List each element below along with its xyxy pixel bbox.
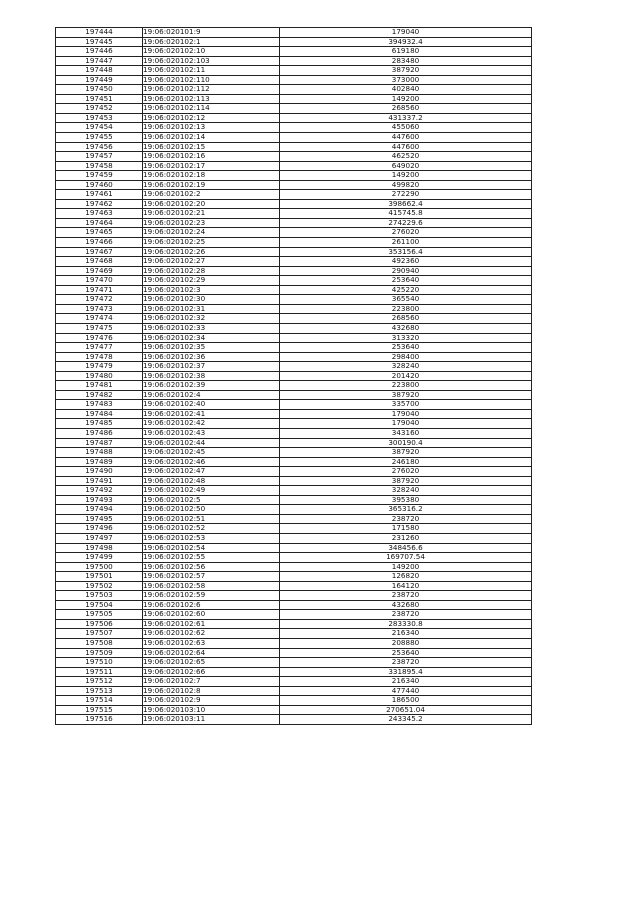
value-cell: 238720: [280, 591, 532, 601]
cadastral-number-cell: 19:06:020102:44: [143, 438, 280, 448]
table-row: [56, 524, 532, 534]
row-number-cell: 197478: [56, 352, 143, 362]
value-cell: 186500: [280, 696, 532, 706]
value-cell: 246180: [280, 457, 532, 467]
value-cell: 387920: [280, 66, 532, 76]
value-cell: 201420: [280, 371, 532, 381]
cadastral-number-cell: 19:06:020102:12: [143, 113, 280, 123]
cadastral-number-cell: 19:06:020102:53: [143, 533, 280, 543]
value-cell: 328240: [280, 486, 532, 496]
row-number-cell: 197498: [56, 543, 143, 553]
table-row: [56, 553, 532, 563]
value-cell: 253640: [280, 276, 532, 286]
value-cell: 268560: [280, 104, 532, 114]
row-number-cell: 197508: [56, 639, 143, 649]
value-cell: 649020: [280, 161, 532, 171]
table-row: [56, 142, 532, 152]
cadastral-number-cell: 19:06:020101:9: [143, 28, 280, 38]
cadastral-number-cell: 19:06:020102:63: [143, 639, 280, 649]
table-row: [56, 75, 532, 85]
table-row: [56, 304, 532, 314]
table-row: [56, 161, 532, 171]
value-cell: 243345.2: [280, 715, 532, 725]
cadastral-number-cell: 19:06:020102:51: [143, 514, 280, 524]
row-number-cell: 197497: [56, 533, 143, 543]
row-number-cell: 197452: [56, 104, 143, 114]
table-row: [56, 104, 532, 114]
value-cell: 395380: [280, 495, 532, 505]
value-cell: 298400: [280, 352, 532, 362]
cadastral-number-cell: 19:06:020102:52: [143, 524, 280, 534]
table-row: [56, 648, 532, 658]
value-cell: 398662.4: [280, 199, 532, 209]
cadastral-number-cell: 19:06:020102:49: [143, 486, 280, 496]
value-cell: 179040: [280, 409, 532, 419]
row-number-cell: 197484: [56, 409, 143, 419]
value-cell: 462520: [280, 152, 532, 162]
row-number-cell: 197502: [56, 581, 143, 591]
value-cell: 179040: [280, 419, 532, 429]
value-cell: 179040: [280, 28, 532, 38]
value-cell: 238720: [280, 514, 532, 524]
cadastral-number-cell: 19:06:020102:37: [143, 362, 280, 372]
cadastral-number-cell: 19:06:020102:13: [143, 123, 280, 133]
cadastral-number-cell: 19:06:020102:110: [143, 75, 280, 85]
table-row: [56, 295, 532, 305]
table-row: [56, 581, 532, 591]
row-number-cell: 197510: [56, 658, 143, 668]
cadastral-number-cell: 19:06:020102:54: [143, 543, 280, 553]
table-row: [56, 171, 532, 181]
cadastral-number-cell: 19:06:020102:62: [143, 629, 280, 639]
table-row: [56, 476, 532, 486]
row-number-cell: 197509: [56, 648, 143, 658]
value-cell: 415745.8: [280, 209, 532, 219]
table-row: [56, 180, 532, 190]
value-cell: 402840: [280, 85, 532, 95]
value-cell: 432680: [280, 323, 532, 333]
cadastral-number-cell: 19:06:020102:32: [143, 314, 280, 324]
value-cell: 387920: [280, 390, 532, 400]
cadastral-number-cell: 19:06:020102:56: [143, 562, 280, 572]
cadastral-number-cell: 19:06:020102:40: [143, 400, 280, 410]
value-cell: 328240: [280, 362, 532, 372]
table-row: [56, 314, 532, 324]
cadastral-number-cell: 19:06:020102:30: [143, 295, 280, 305]
table-row: [56, 113, 532, 123]
value-cell: 238720: [280, 658, 532, 668]
table-body: [56, 28, 532, 725]
row-number-cell: 197465: [56, 228, 143, 238]
row-number-cell: 197515: [56, 705, 143, 715]
table-row: [56, 85, 532, 95]
row-number-cell: 197472: [56, 295, 143, 305]
data-table: [55, 27, 532, 725]
value-cell: 216340: [280, 629, 532, 639]
table-row: [56, 352, 532, 362]
table-row: [56, 123, 532, 133]
table-row: [56, 381, 532, 391]
value-cell: 276020: [280, 467, 532, 477]
row-number-cell: 197485: [56, 419, 143, 429]
cadastral-number-cell: 19:06:020102:45: [143, 448, 280, 458]
value-cell: 353156.4: [280, 247, 532, 257]
row-number-cell: 197458: [56, 161, 143, 171]
row-number-cell: 197481: [56, 381, 143, 391]
cadastral-number-cell: 19:06:020102:43: [143, 428, 280, 438]
value-cell: 169707.54: [280, 553, 532, 563]
row-number-cell: 197468: [56, 257, 143, 267]
cadastral-number-cell: 19:06:020102:47: [143, 467, 280, 477]
value-cell: 270651.04: [280, 705, 532, 715]
value-cell: 268560: [280, 314, 532, 324]
value-cell: 223800: [280, 381, 532, 391]
cadastral-number-cell: 19:06:020102:57: [143, 572, 280, 582]
cadastral-number-cell: 19:06:020102:31: [143, 304, 280, 314]
table-row: [56, 409, 532, 419]
table-row: [56, 390, 532, 400]
cadastral-number-cell: 19:06:020102:8: [143, 686, 280, 696]
table-row: [56, 266, 532, 276]
row-number-cell: 197453: [56, 113, 143, 123]
cadastral-number-cell: 19:06:020102:17: [143, 161, 280, 171]
row-number-cell: 197459: [56, 171, 143, 181]
row-number-cell: 197466: [56, 238, 143, 248]
table-row: [56, 419, 532, 429]
cadastral-number-cell: 19:06:020102:64: [143, 648, 280, 658]
row-number-cell: 197501: [56, 572, 143, 582]
value-cell: 149200: [280, 171, 532, 181]
cadastral-number-cell: 19:06:020102:24: [143, 228, 280, 238]
row-number-cell: 197512: [56, 677, 143, 687]
table-row: [56, 209, 532, 219]
row-number-cell: 197460: [56, 180, 143, 190]
table-row: [56, 285, 532, 295]
table-row: [56, 677, 532, 687]
value-cell: 348456.6: [280, 543, 532, 553]
cadastral-number-cell: 19:06:020103:10: [143, 705, 280, 715]
row-number-cell: 197445: [56, 37, 143, 47]
table-row: [56, 94, 532, 104]
row-number-cell: 197494: [56, 505, 143, 515]
cadastral-number-cell: 19:06:020102:16: [143, 152, 280, 162]
value-cell: 126820: [280, 572, 532, 582]
cadastral-number-cell: 19:06:020102:29: [143, 276, 280, 286]
table-row: [56, 37, 532, 47]
cadastral-number-cell: 19:06:020102:41: [143, 409, 280, 419]
cadastral-number-cell: 19:06:020102:2: [143, 190, 280, 200]
table-row: [56, 199, 532, 209]
value-cell: 365316.2: [280, 505, 532, 515]
row-number-cell: 197457: [56, 152, 143, 162]
row-number-cell: 197455: [56, 133, 143, 143]
row-number-cell: 197511: [56, 667, 143, 677]
cadastral-number-cell: 19:06:020102:113: [143, 94, 280, 104]
table-row: [56, 228, 532, 238]
value-cell: 261100: [280, 238, 532, 248]
cadastral-number-cell: 19:06:020102:114: [143, 104, 280, 114]
table-row: [56, 333, 532, 343]
value-cell: 394932.4: [280, 37, 532, 47]
cadastral-number-cell: 19:06:020102:55: [143, 553, 280, 563]
value-cell: 492360: [280, 257, 532, 267]
cadastral-number-cell: 19:06:020102:59: [143, 591, 280, 601]
row-number-cell: 197507: [56, 629, 143, 639]
cadastral-number-cell: 19:06:020102:9: [143, 696, 280, 706]
table-row: [56, 572, 532, 582]
cadastral-number-cell: 19:06:020102:34: [143, 333, 280, 343]
table-row: [56, 428, 532, 438]
row-number-cell: 197493: [56, 495, 143, 505]
table-row: [56, 247, 532, 257]
row-number-cell: 197483: [56, 400, 143, 410]
value-cell: 477440: [280, 686, 532, 696]
value-cell: 313320: [280, 333, 532, 343]
table-row: [56, 152, 532, 162]
row-number-cell: 197500: [56, 562, 143, 572]
cadastral-number-cell: 19:06:020102:25: [143, 238, 280, 248]
row-number-cell: 197469: [56, 266, 143, 276]
value-cell: 223800: [280, 304, 532, 314]
table-row: [56, 591, 532, 601]
row-number-cell: 197492: [56, 486, 143, 496]
row-number-cell: 197446: [56, 47, 143, 57]
table-row: [56, 514, 532, 524]
cadastral-number-cell: 19:06:020102:27: [143, 257, 280, 267]
cadastral-number-cell: 19:06:020102:10: [143, 47, 280, 57]
row-number-cell: 197495: [56, 514, 143, 524]
value-cell: 365540: [280, 295, 532, 305]
value-cell: 432680: [280, 600, 532, 610]
table-row: [56, 28, 532, 38]
value-cell: 283330.8: [280, 619, 532, 629]
cadastral-number-cell: 19:06:020102:23: [143, 218, 280, 228]
row-number-cell: 197488: [56, 448, 143, 458]
table-row: [56, 629, 532, 639]
row-number-cell: 197464: [56, 218, 143, 228]
row-number-cell: 197513: [56, 686, 143, 696]
value-cell: 149200: [280, 94, 532, 104]
row-number-cell: 197476: [56, 333, 143, 343]
table-row: [56, 276, 532, 286]
value-cell: 238720: [280, 610, 532, 620]
value-cell: 447600: [280, 142, 532, 152]
cadastral-number-cell: 19:06:020102:6: [143, 600, 280, 610]
cadastral-number-cell: 19:06:020103:11: [143, 715, 280, 725]
row-number-cell: 197450: [56, 85, 143, 95]
cadastral-number-cell: 19:06:020102:14: [143, 133, 280, 143]
table-row: [56, 610, 532, 620]
row-number-cell: 197505: [56, 610, 143, 620]
row-number-cell: 197499: [56, 553, 143, 563]
table-row: [56, 715, 532, 725]
row-number-cell: 197456: [56, 142, 143, 152]
cadastral-number-cell: 19:06:020102:42: [143, 419, 280, 429]
cadastral-number-cell: 19:06:020102:15: [143, 142, 280, 152]
cadastral-number-cell: 19:06:020102:38: [143, 371, 280, 381]
value-cell: 619180: [280, 47, 532, 57]
cadastral-number-cell: 19:06:020102:21: [143, 209, 280, 219]
row-number-cell: 197449: [56, 75, 143, 85]
value-cell: 300190.4: [280, 438, 532, 448]
value-cell: 373000: [280, 75, 532, 85]
value-cell: 231260: [280, 533, 532, 543]
row-number-cell: 197516: [56, 715, 143, 725]
cadastral-number-cell: 19:06:020102:66: [143, 667, 280, 677]
row-number-cell: 197473: [56, 304, 143, 314]
cadastral-number-cell: 19:06:020102:112: [143, 85, 280, 95]
table-row: [56, 448, 532, 458]
row-number-cell: 197444: [56, 28, 143, 38]
value-cell: 216340: [280, 677, 532, 687]
value-cell: 335700: [280, 400, 532, 410]
value-cell: 274229.6: [280, 218, 532, 228]
value-cell: 455060: [280, 123, 532, 133]
table-row: [56, 238, 532, 248]
table-row: [56, 696, 532, 706]
row-number-cell: 197487: [56, 438, 143, 448]
value-cell: 431337.2: [280, 113, 532, 123]
cadastral-number-cell: 19:06:020102:48: [143, 476, 280, 486]
cadastral-number-cell: 19:06:020102:33: [143, 323, 280, 333]
table-row: [56, 400, 532, 410]
cadastral-number-cell: 19:06:020102:103: [143, 56, 280, 66]
value-cell: 164120: [280, 581, 532, 591]
cadastral-number-cell: 19:06:020102:50: [143, 505, 280, 515]
cadastral-number-cell: 19:06:020102:7: [143, 677, 280, 687]
table-row: [56, 343, 532, 353]
table-row: [56, 562, 532, 572]
table-row: [56, 257, 532, 267]
row-number-cell: 197451: [56, 94, 143, 104]
row-number-cell: 197486: [56, 428, 143, 438]
table-row: [56, 705, 532, 715]
cadastral-number-cell: 19:06:020102:58: [143, 581, 280, 591]
row-number-cell: 197463: [56, 209, 143, 219]
cadastral-number-cell: 19:06:020102:35: [143, 343, 280, 353]
row-number-cell: 197480: [56, 371, 143, 381]
row-number-cell: 197506: [56, 619, 143, 629]
cadastral-number-cell: 19:06:020102:5: [143, 495, 280, 505]
cadastral-number-cell: 19:06:020102:26: [143, 247, 280, 257]
row-number-cell: 197470: [56, 276, 143, 286]
table-row: [56, 600, 532, 610]
value-cell: 208880: [280, 639, 532, 649]
row-number-cell: 197471: [56, 285, 143, 295]
cadastral-number-cell: 19:06:020102:39: [143, 381, 280, 391]
table-row: [56, 495, 532, 505]
value-cell: 331895.4: [280, 667, 532, 677]
row-number-cell: 197496: [56, 524, 143, 534]
row-number-cell: 197477: [56, 343, 143, 353]
value-cell: 283480: [280, 56, 532, 66]
table-row: [56, 543, 532, 553]
table-row: [56, 639, 532, 649]
cadastral-number-cell: 19:06:020102:3: [143, 285, 280, 295]
cadastral-number-cell: 19:06:020102:36: [143, 352, 280, 362]
row-number-cell: 197479: [56, 362, 143, 372]
table-row: [56, 438, 532, 448]
table-row: [56, 486, 532, 496]
value-cell: 387920: [280, 448, 532, 458]
value-cell: 272290: [280, 190, 532, 200]
table-row: [56, 686, 532, 696]
row-number-cell: 197474: [56, 314, 143, 324]
cadastral-number-cell: 19:06:020102:65: [143, 658, 280, 668]
cadastral-number-cell: 19:06:020102:18: [143, 171, 280, 181]
table-row: [56, 362, 532, 372]
value-cell: 253640: [280, 343, 532, 353]
table-row: [56, 323, 532, 333]
cadastral-number-cell: 19:06:020102:20: [143, 199, 280, 209]
row-number-cell: 197489: [56, 457, 143, 467]
cadastral-number-cell: 19:06:020102:11: [143, 66, 280, 76]
table-row: [56, 66, 532, 76]
row-number-cell: 197514: [56, 696, 143, 706]
value-cell: 253640: [280, 648, 532, 658]
value-cell: 290940: [280, 266, 532, 276]
row-number-cell: 197454: [56, 123, 143, 133]
value-cell: 499820: [280, 180, 532, 190]
table-row: [56, 218, 532, 228]
table-row: [56, 658, 532, 668]
value-cell: 149200: [280, 562, 532, 572]
table-row: [56, 467, 532, 477]
row-number-cell: 197461: [56, 190, 143, 200]
table-row: [56, 505, 532, 515]
row-number-cell: 197503: [56, 591, 143, 601]
row-number-cell: 197475: [56, 323, 143, 333]
table-row: [56, 133, 532, 143]
cadastral-number-cell: 19:06:020102:4: [143, 390, 280, 400]
cadastral-number-cell: 19:06:020102:60: [143, 610, 280, 620]
table-row: [56, 533, 532, 543]
table-row: [56, 56, 532, 66]
value-cell: 276020: [280, 228, 532, 238]
value-cell: 447600: [280, 133, 532, 143]
cadastral-number-cell: 19:06:020102:1: [143, 37, 280, 47]
value-cell: 425220: [280, 285, 532, 295]
value-cell: 343160: [280, 428, 532, 438]
cadastral-number-cell: 19:06:020102:46: [143, 457, 280, 467]
value-cell: 171580: [280, 524, 532, 534]
row-number-cell: 197504: [56, 600, 143, 610]
cadastral-number-cell: 19:06:020102:28: [143, 266, 280, 276]
row-number-cell: 197490: [56, 467, 143, 477]
row-number-cell: 197482: [56, 390, 143, 400]
row-number-cell: 197491: [56, 476, 143, 486]
row-number-cell: 197462: [56, 199, 143, 209]
table-row: [56, 47, 532, 57]
table-row: [56, 371, 532, 381]
table-row: [56, 190, 532, 200]
table-row: [56, 457, 532, 467]
row-number-cell: 197447: [56, 56, 143, 66]
table-row: [56, 619, 532, 629]
row-number-cell: 197448: [56, 66, 143, 76]
cadastral-number-cell: 19:06:020102:19: [143, 180, 280, 190]
value-cell: 387920: [280, 476, 532, 486]
table-row: [56, 667, 532, 677]
cadastral-number-cell: 19:06:020102:61: [143, 619, 280, 629]
row-number-cell: 197467: [56, 247, 143, 257]
